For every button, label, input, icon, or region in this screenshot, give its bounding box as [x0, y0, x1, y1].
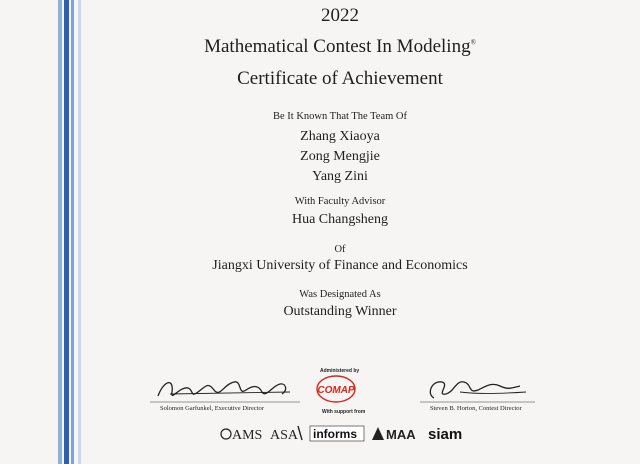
ams-logo: [221, 428, 262, 443]
asa-logo: [270, 426, 302, 443]
institution-name: Jiangxi University of Finance and Economics: [212, 258, 468, 273]
asa-logo-text: ASA: [270, 428, 299, 443]
signature-left-caption: Solomon Garfunkel, Executive Director: [160, 405, 264, 412]
sponsor-logos: [220, 420, 490, 444]
ams-logo-text: AMS: [232, 428, 263, 443]
informs-logo-text: informs: [313, 427, 358, 441]
contest-title: [100, 36, 580, 58]
signature-left: [150, 372, 300, 406]
comap-logo: [316, 374, 356, 404]
contest-title-text: Mathematical Contest In Modeling: [204, 36, 471, 57]
maa-logo: [372, 427, 416, 442]
siam-logo: [428, 426, 462, 443]
designation: Outstanding Winner: [283, 304, 397, 319]
team-member: Zhang Xiaoya: [300, 129, 380, 144]
support-label: With support from: [322, 409, 366, 415]
signature-right: [420, 372, 535, 406]
team-member: Yang Zini: [312, 169, 368, 184]
maa-logo-text: MAA: [386, 427, 416, 442]
administered-label: Administered by: [320, 368, 360, 374]
certificate-year: 2022: [321, 5, 359, 26]
advisor-name: Hua Changsheng: [291, 212, 389, 227]
decorative-border: [58, 0, 88, 464]
informs-logo: [310, 426, 364, 441]
team-member: Zong Mengjie: [300, 149, 380, 164]
designated-label: Was Designated As: [299, 289, 381, 300]
advisor-label: With Faculty Advisor: [294, 196, 386, 207]
certificate-title: Certificate of Achievement: [237, 68, 443, 89]
known-label: Be It Known That The Team Of: [273, 111, 407, 122]
siam-logo-text: siam: [428, 426, 463, 443]
registered-mark: ®: [470, 38, 476, 47]
comap-logo-text: COMAP: [317, 385, 355, 396]
of-label: Of: [334, 244, 346, 255]
signature-right-caption: Steven B. Horton, Contest Director: [430, 405, 522, 412]
